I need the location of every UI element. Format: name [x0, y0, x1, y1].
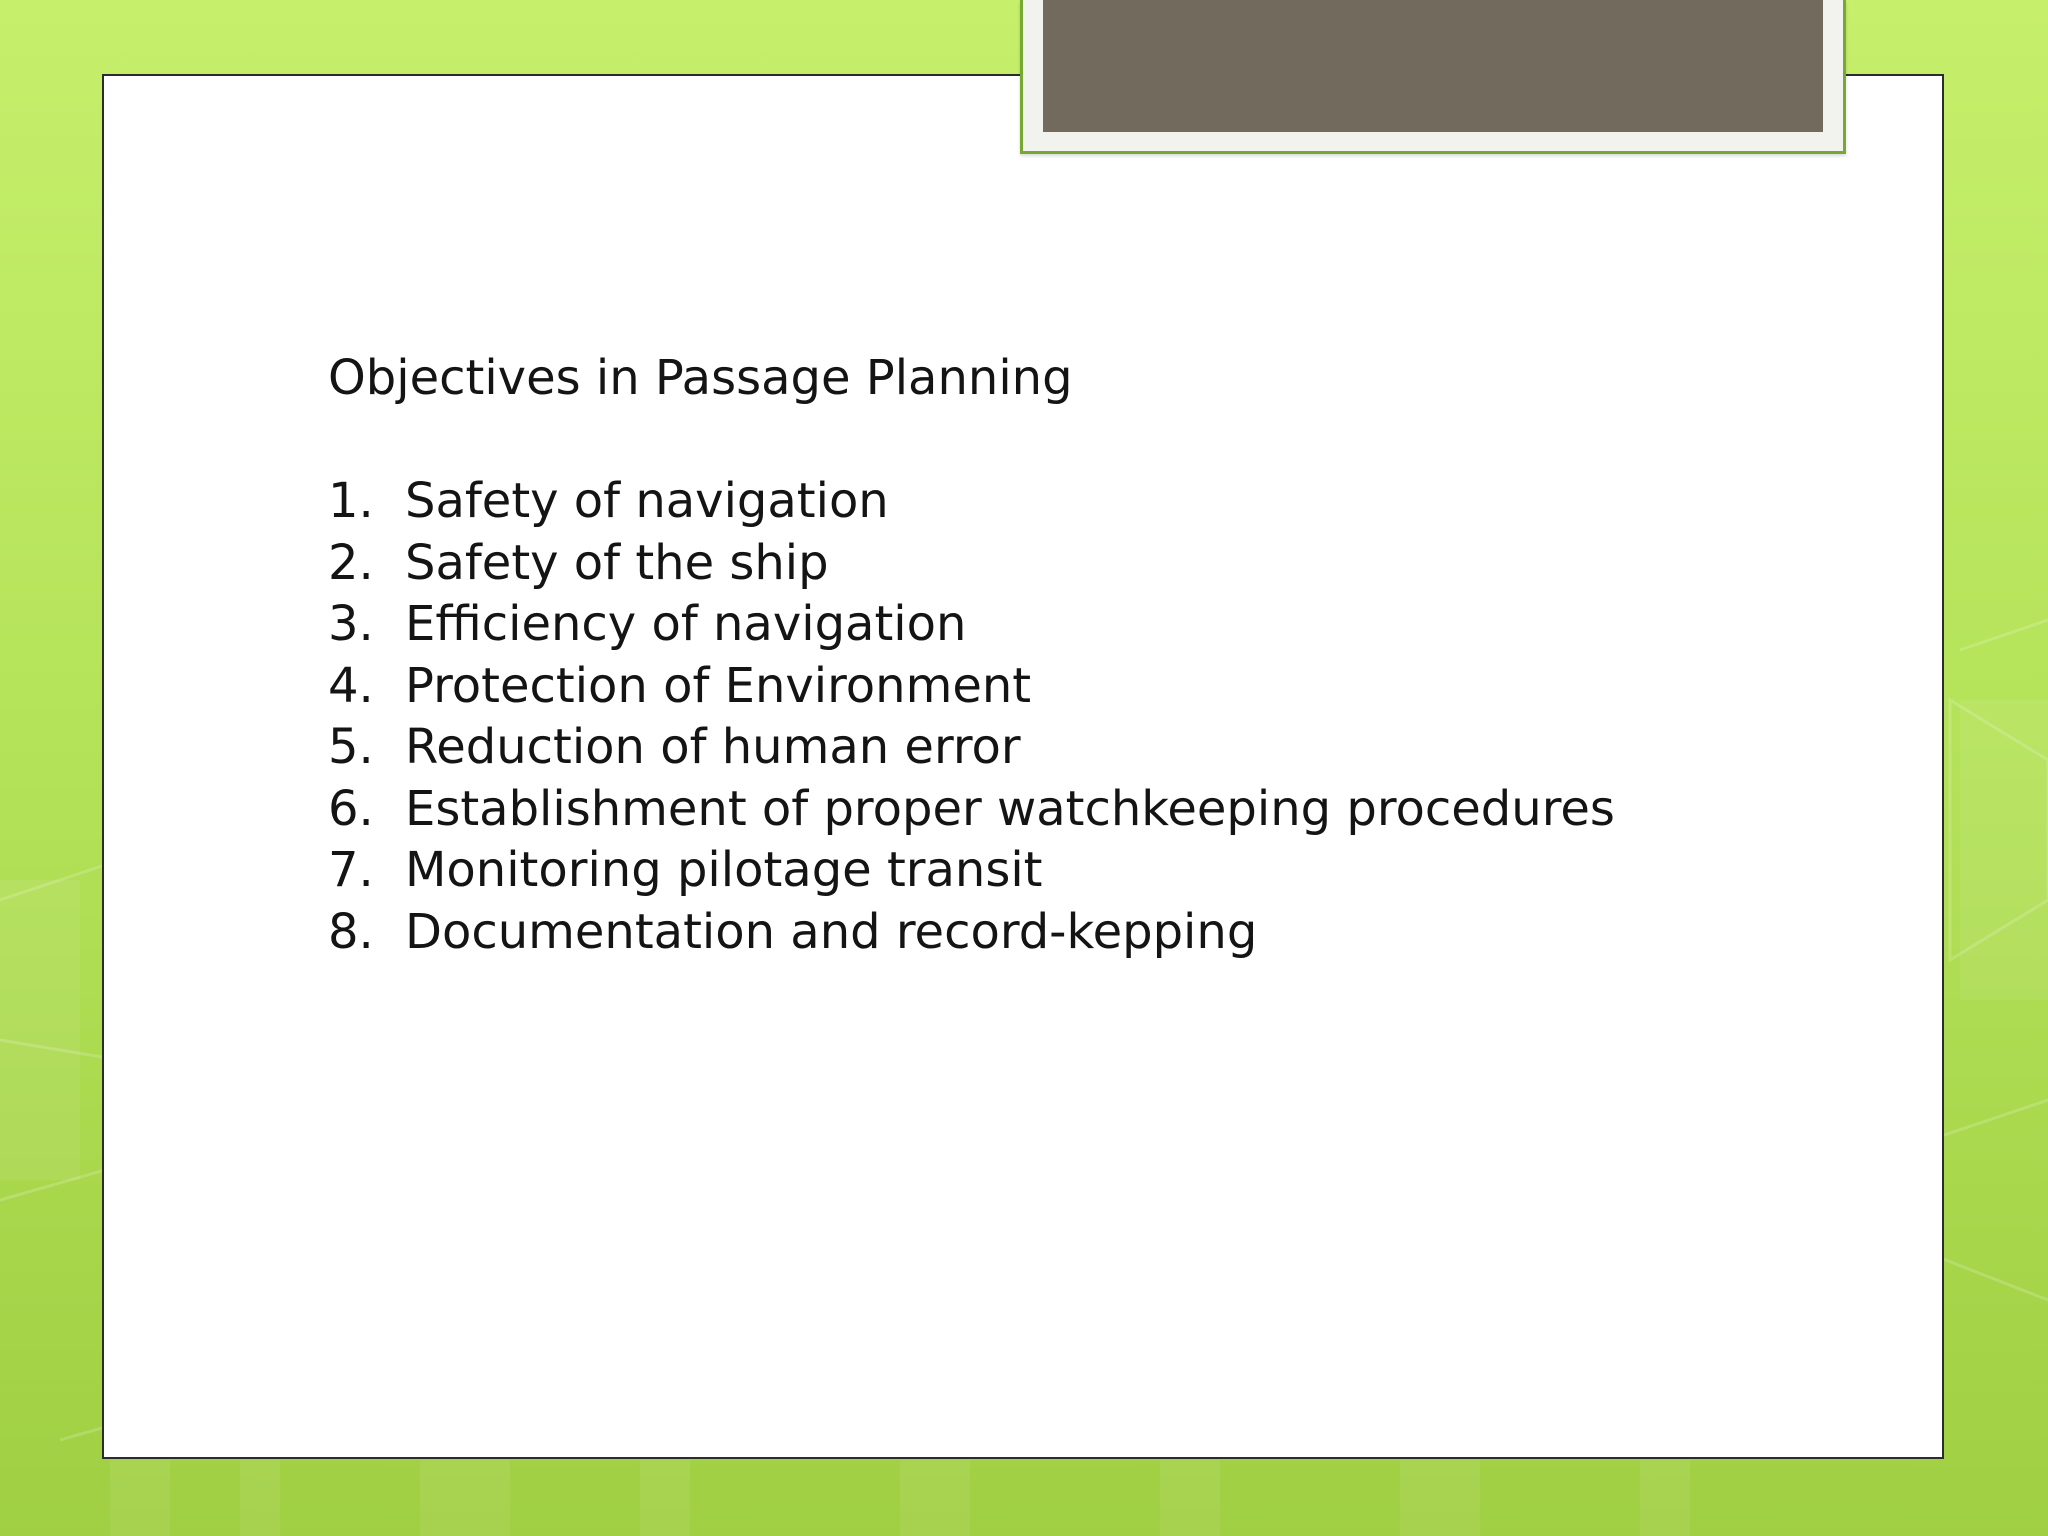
- list-item: [328, 471, 1828, 533]
- list-item-number: 6.: [328, 780, 374, 837]
- slide-body: [328, 348, 1828, 963]
- list-item-text: Reduction of human error: [405, 719, 1021, 775]
- list-item-text: Documentation and record-kepping: [405, 903, 1258, 960]
- list-item: [328, 840, 1828, 902]
- list-item: [328, 533, 1828, 595]
- list-item-text: Safety of the ship: [405, 534, 829, 591]
- slide-heading: Objectives in Passage Planning: [328, 350, 1073, 406]
- list-item: [328, 656, 1828, 718]
- objectives-list: [328, 471, 1828, 963]
- list-item: [328, 779, 1828, 841]
- list-item-number: 8.: [328, 903, 374, 960]
- list-item: [328, 717, 1828, 779]
- title-placeholder-fill: [1043, 0, 1823, 132]
- title-placeholder-tab: [1020, 0, 1846, 154]
- list-item-number: 3.: [328, 596, 374, 652]
- list-item-number: 4.: [328, 657, 374, 714]
- list-item-text: Safety of navigation: [405, 473, 889, 529]
- list-item-text: Monitoring pilotage transit: [405, 842, 1043, 898]
- list-item-text: Efficiency of navigation: [405, 596, 967, 652]
- list-item: [328, 902, 1828, 964]
- list-item: [328, 594, 1828, 656]
- list-item-number: 1.: [328, 473, 374, 529]
- list-item-number: 5.: [328, 719, 374, 775]
- list-item-text: Protection of Environment: [405, 657, 1032, 714]
- list-item-number: 2.: [328, 534, 374, 591]
- list-item-text: Establishment of proper watchkeeping procedures: [405, 780, 1615, 837]
- list-item-number: 7.: [328, 842, 374, 898]
